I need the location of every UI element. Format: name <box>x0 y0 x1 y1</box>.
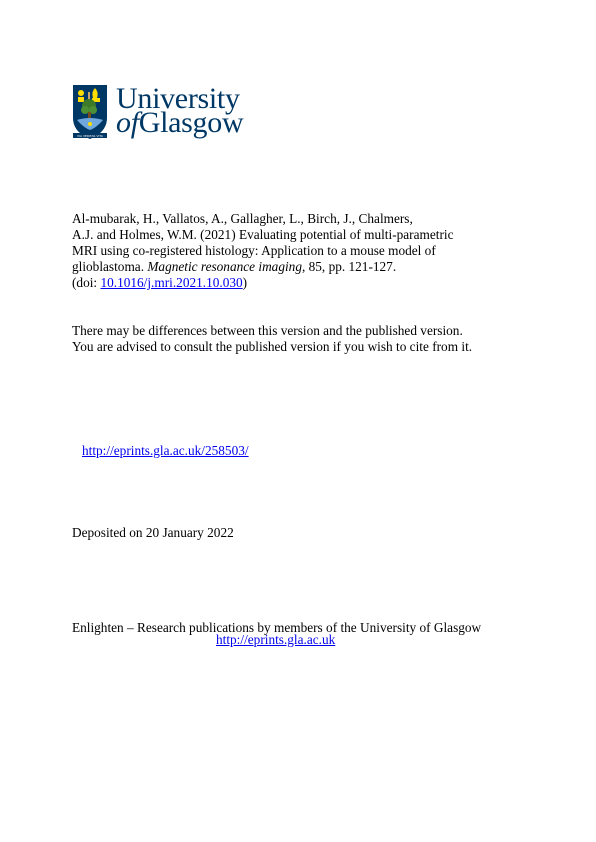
svg-text:VIA VERITAS VITA: VIA VERITAS VITA <box>77 134 103 138</box>
doi-link[interactable]: 10.1016/j.mri.2021.10.030 <box>100 275 243 290</box>
enlighten-url-block <box>216 632 335 648</box>
citation-line-4-post: , 85, pp. 121-127. <box>301 259 397 274</box>
citation-line-1: Al-mubarak, H., Vallatos, A., Gallagher, L., Birch, J., Chalmers, <box>72 211 413 226</box>
doi-suffix: ) <box>242 275 248 290</box>
notice-line-2: You are advised to consult the published version if you wish to cite from it. <box>72 339 473 354</box>
citation-block <box>72 211 453 291</box>
citation-doi-line <box>72 275 453 291</box>
enlighten-link[interactable]: http://eprints.gla.ac.uk <box>216 632 336 647</box>
deposited-date: Deposited on 20 January 2022 <box>72 525 234 540</box>
wordmark-glasgow: Glasgow <box>138 106 244 139</box>
eprint-url-block <box>82 443 249 459</box>
citation-line-4-pre: glioblastoma. <box>72 259 145 274</box>
citation-line-3: MRI using co-registered histology: Application to a mouse model of <box>72 243 436 258</box>
eprint-link[interactable]: http://eprints.gla.ac.uk/258503/ <box>82 443 249 458</box>
wordmark-university: University <box>116 82 240 115</box>
enlighten-text: Enlighten – Research publications by members of the University of Glasgow <box>72 620 482 635</box>
wordmark-of: of <box>116 106 139 139</box>
doi-prefix: (doi: <box>72 275 98 290</box>
citation-line-4 <box>72 259 453 275</box>
journal-name: Magnetic resonance imaging <box>147 259 302 274</box>
version-notice <box>72 323 472 355</box>
university-shield-icon <box>72 84 108 140</box>
university-logo <box>72 84 252 140</box>
notice-line-1: There may be differences between this version and the published version. <box>72 323 463 338</box>
wordmark-of-glasgow <box>116 108 243 138</box>
citation-line-2: A.J. and Holmes, W.M. (2021) Evaluating potential of multi-parametric <box>72 227 454 242</box>
